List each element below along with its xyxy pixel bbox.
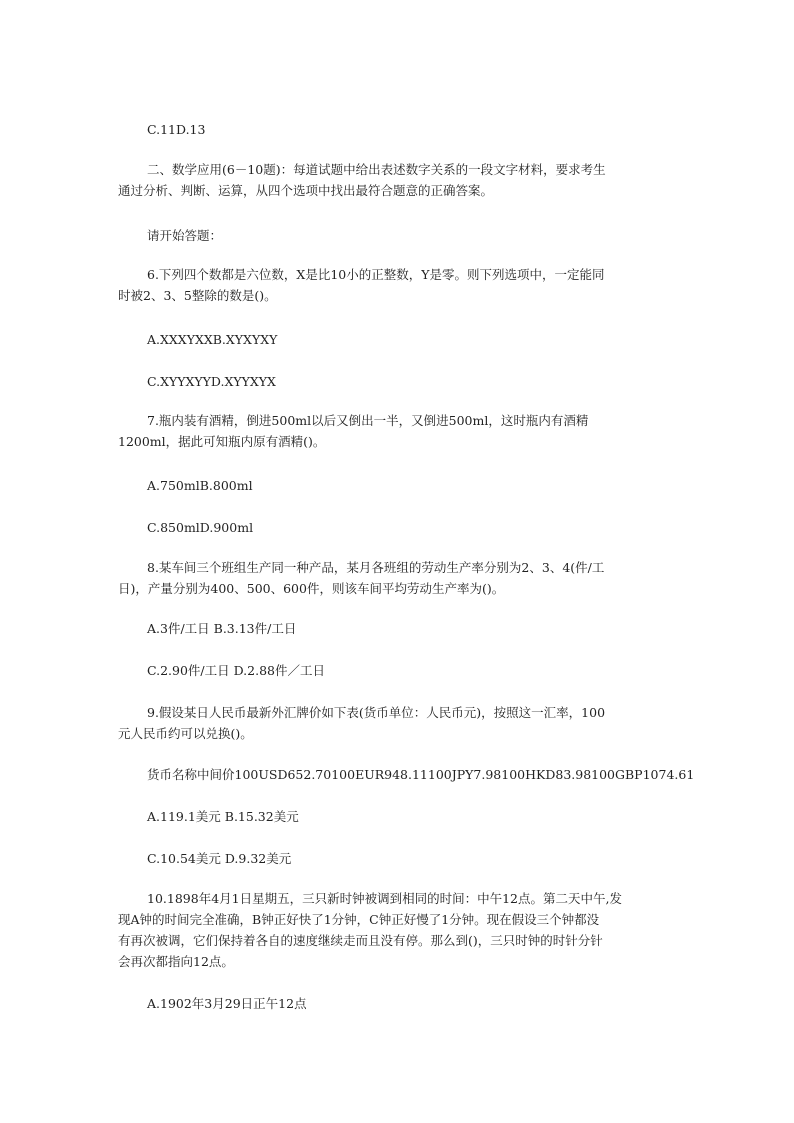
- question-6-options-cd: [118, 371, 707, 392]
- start-prompt-text: 请开始答题：: [147, 228, 223, 243]
- question-text-line: 1200ml，据此可知瓶内原有酒精()。: [118, 434, 326, 449]
- option-text: A.1902年3月29日正午12点: [147, 996, 307, 1011]
- option-text: C.10.54美元 D.9.32美元: [147, 851, 292, 866]
- question-9-options-ab: [118, 806, 707, 827]
- section-heading: [118, 159, 678, 201]
- option-text: C.11D.13: [147, 122, 206, 137]
- option-text: A.XXXYXXB.XYXYXY: [147, 332, 278, 347]
- prev-question-options-cd: [118, 119, 707, 140]
- question-7: [118, 410, 678, 452]
- question-text-line: 元人民币约可以兑换()。: [118, 726, 253, 741]
- question-8: [118, 557, 678, 599]
- option-text: C.XYYXYYD.XYYXYX: [147, 374, 276, 389]
- question-9: [118, 702, 678, 744]
- question-text-line: 日)，产量分别为400、500、600件，则该车间平均劳动生产率为()。: [118, 581, 505, 596]
- question-10: [118, 888, 678, 972]
- exchange-rate-table: [118, 764, 707, 785]
- section-heading-line: 通过分析、判断、运算，从四个选项中找出最符合题意的正确答案。: [118, 183, 494, 198]
- question-6-options-ab: [118, 329, 707, 350]
- option-text: A.3件/工日 B.3.13件/工日: [147, 621, 297, 636]
- option-text: C.2.90件/工日 D.2.88件／工日: [147, 663, 325, 678]
- question-8-options-cd: [118, 660, 707, 681]
- question-text-line: 时被2、3、5整除的数是()。: [118, 288, 277, 303]
- question-8-options-ab: [118, 618, 707, 639]
- option-text: A.119.1美元 B.15.32美元: [147, 809, 299, 824]
- question-6: [118, 264, 678, 306]
- question-text-line: 7.瓶内装有酒精，倒进500ml以后又倒出一半，又倒进500ml，这时瓶内有酒精: [147, 413, 589, 428]
- question-text-line: 6.下列四个数都是六位数，X是比10小的正整数，Y是零。则下列选项中，一定能同: [147, 267, 605, 282]
- question-text-line: 会再次都指向12点。: [118, 954, 234, 969]
- question-7-options-cd: [118, 517, 707, 538]
- start-prompt: [118, 225, 707, 246]
- question-text-line: 有再次被调，它们保持着各自的速度继续走而且没有停。那么到()，三只时钟的时针分针: [118, 933, 603, 948]
- exchange-rate-text: 货币名称中间价100USD652.70100EUR948.11100JPY7.98100HKD83.98100GBP1074.61: [147, 767, 695, 782]
- question-10-option-a: [118, 993, 707, 1014]
- question-text-line: 现A钟的时间完全准确，B钟正好快了1分钟，C钟正好慢了1分钟。现在假设三个钟都没: [118, 912, 600, 927]
- option-text: C.850mlD.900ml: [147, 520, 254, 535]
- question-text-line: 10.1898年4月1日星期五，三只新时钟被调到相同的时间：中午12点。第二天中午,发: [147, 891, 622, 906]
- question-7-options-ab: [118, 475, 707, 496]
- question-text-line: 9.假设某日人民币最新外汇牌价如下表(货币单位：人民币元)，按照这一汇率，100: [147, 705, 606, 720]
- question-9-options-cd: [118, 848, 707, 869]
- section-heading-line: 二、数学应用(6－10题)：每道试题中给出表述数字关系的一段文字材料，要求考生: [147, 162, 606, 177]
- option-text: A.750mlB.800ml: [147, 478, 253, 493]
- question-text-line: 8.某车间三个班组生产同一种产品，某月各班组的劳动生产率分别为2、3、4(件/工: [147, 560, 605, 575]
